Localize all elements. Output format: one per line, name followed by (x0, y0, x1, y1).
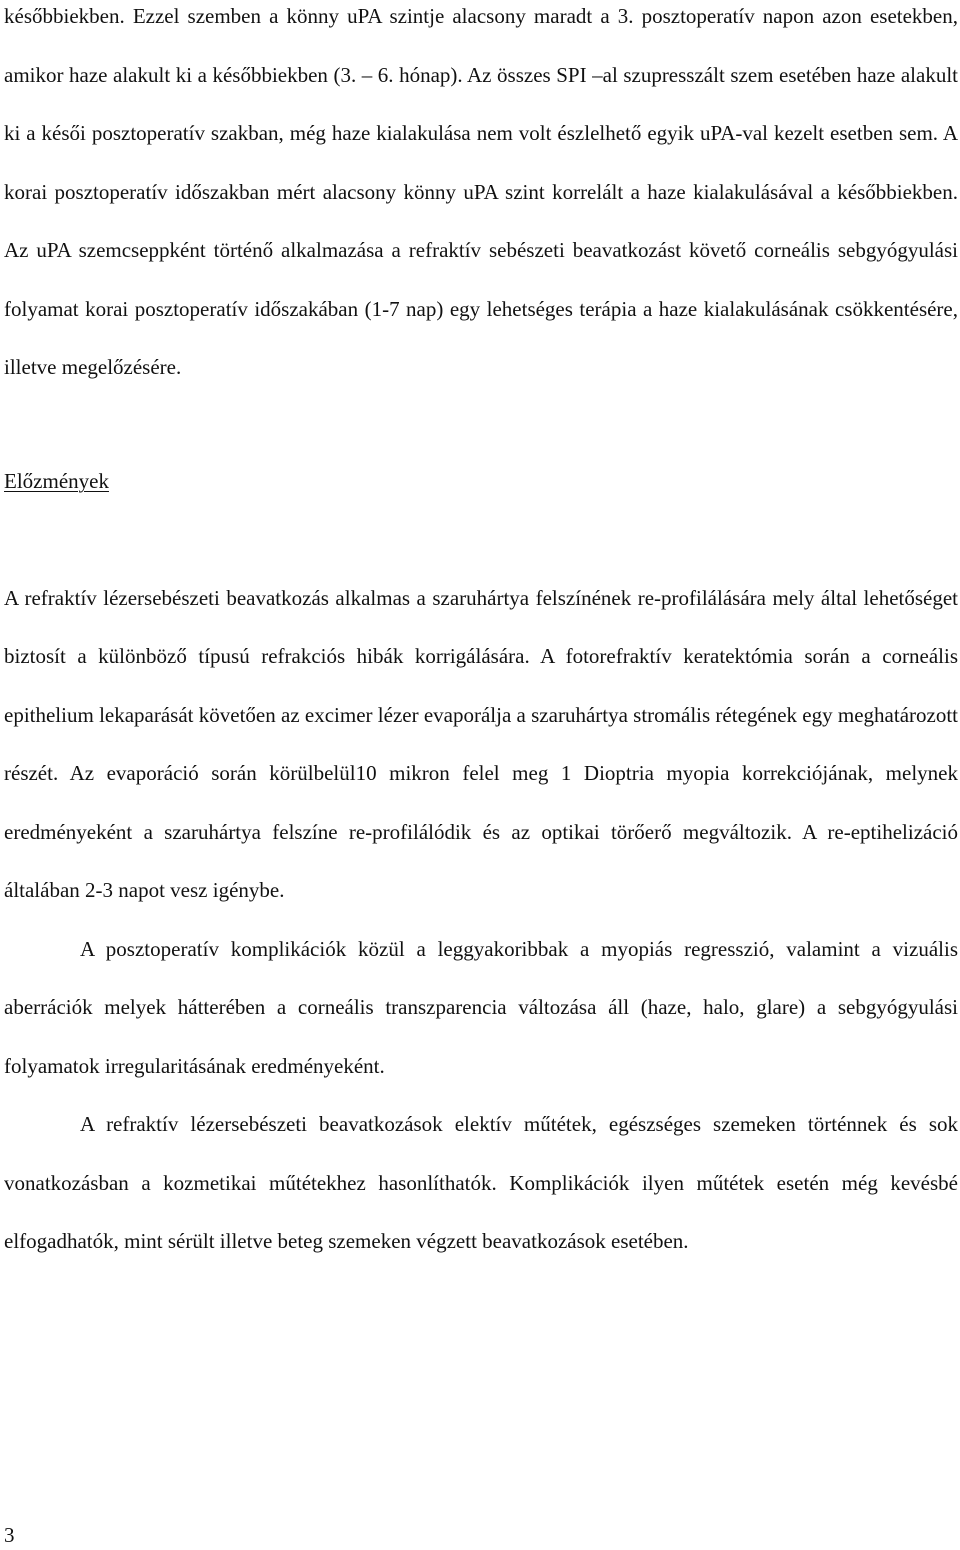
spacer (4, 397, 958, 452)
body-paragraph-2: A refraktív lézersebészeti beavatkozás alkalmas a szaruhártya felszínének re-profilálására mely által lehetőséget biztosít a különböző típusú refrakciós hibák korrigálására. A fotorefraktív keratektómia során a corneális epithelium lekaparását követően az excimer lézer evaporálja a szaruhártya stromális rétegének egy meghatározott részét. Az evaporáció során körülbelül10 mikron felel meg 1 Dioptria myopia korrekciójának, melynek eredményeként a szaruhártya felszíne re-profilálódik és az optikai törőerő megváltozik. A re-eptihelizáció általában 2-3 napot vesz igénybe. (4, 585, 958, 902)
document-page (4, 0, 958, 1271)
spacer (4, 510, 958, 569)
body-paragraph-3: A posztoperatív komplikációk közül a leggyakoribbak a myopiás regresszió, valamint a vizuális aberrációk melyek hátterében a corneális transzparencia változása áll (haze, halo, glare) a sebgyógyulási folyamatok irregularitásának eredményeként. (4, 936, 958, 1078)
section-heading: Előzmények (4, 468, 109, 493)
page-number: 3 (4, 1523, 15, 1547)
body-paragraph-4: A refraktív lézersebészeti beavatkozások elektív műtétek, egészséges szemeken történnek és sok vonatkozásban a kozmetikai műtétekhez hasonlíthatók. Komplikációk ilyen műtétek esetén még kevésbé elfogadhatók, mint sérült illetve beteg szemeken végzett beavatkozások esetében. (4, 1112, 958, 1253)
body-paragraph-1: későbbiekben. Ezzel szemben a könny uPA szintje alacsony maradt a 3. posztoperatív napon azon esetekben, amikor haze alakult ki a későbbiekben (3. – 6. hónap). Az összes SPI –al szupresszált szem esetében haze alakult ki a késői posztoperatív szakban, még haze kialakulása nem volt észlelhető egyik uPA-val kezelt esetben sem. A korai posztoperatív időszakban mért alacsony könny uPA szint korrelált a haze kialakulásával a későbbiekben. Az uPA szemcseppként történő alkalmazása a refraktív sebészeti beavatkozást követő corneális sebgyógyulási folyamat korai posztoperatív időszakában (1-7 nap) egy lehetséges terápia a haze kialakulásának csökkentésére, illetve megelőzésére. (4, 4, 958, 379)
